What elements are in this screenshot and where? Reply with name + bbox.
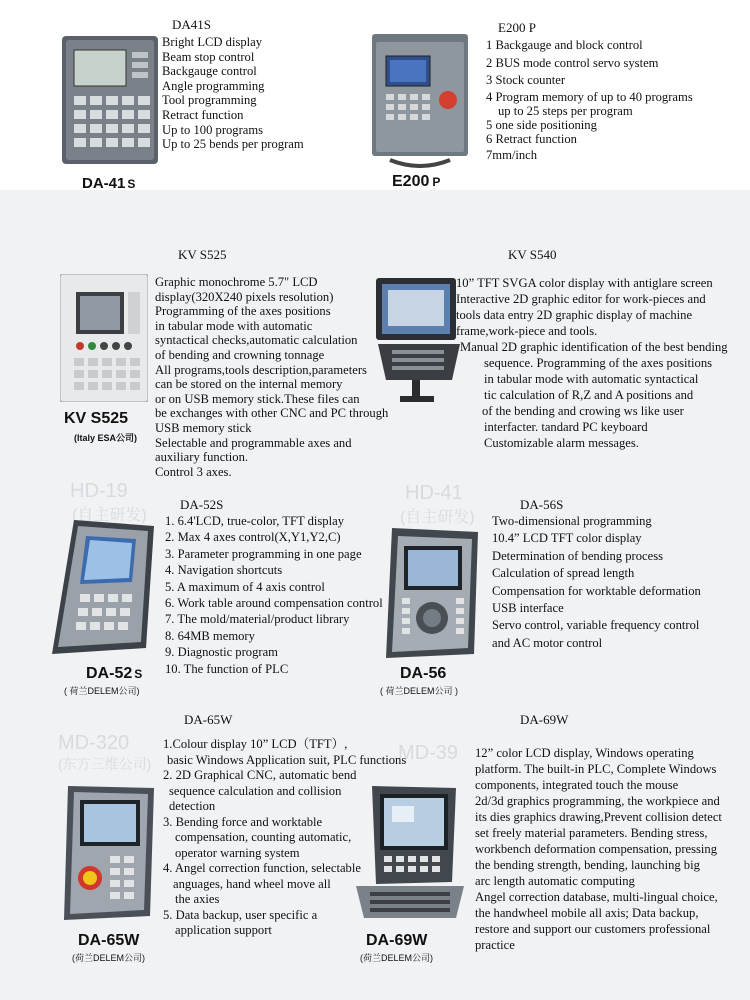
- da52s-feature: 2. Max 4 axes control(X,Y1,Y2,C): [165, 530, 341, 545]
- watermark-hd41-sub: (自主研发): [400, 509, 475, 526]
- da69w-feature: its dies graphics drawing,Prevent collision detect: [475, 810, 722, 824]
- kvs525-feature: Graphic monochrome 5.7" LCD: [155, 275, 318, 289]
- da41s-feature: Backgauge control: [162, 64, 257, 79]
- da69w-controller-image: [352, 786, 470, 926]
- kvs525-feature: Programming of the axes positions: [155, 304, 331, 319]
- da52s-feature: 5. A maximum of 4 axis control: [165, 579, 325, 594]
- da65w-feature: application support: [175, 923, 272, 937]
- watermark-hd19: HD-19: [70, 480, 128, 502]
- da56s-feature: Calculation of spread length: [492, 566, 635, 581]
- e200p-feature: 6 Retract function: [486, 131, 577, 146]
- da69w-feature: the handwheel mobile all axis; Data backup,: [475, 906, 699, 920]
- da69w-caption: DA-69W: [366, 932, 428, 949]
- e200p-feature: 3 Stock counter: [486, 73, 566, 87]
- da69w-feature: practice: [475, 938, 515, 952]
- kvs540-title: KV S540: [508, 247, 557, 262]
- da65w-feature: compensation, counting automatic,: [175, 830, 352, 844]
- da52s-title: DA-52S: [180, 497, 224, 512]
- kvs525-feature: USB memory stick: [155, 420, 252, 435]
- kvs525-feature: or on USB memory stick.These files can: [155, 391, 360, 406]
- da65w-feature: detection: [169, 799, 216, 813]
- da69w-feature: set freely material parameters. Bending stress,: [475, 826, 708, 840]
- e200p-feature: 4 Program memory of up to 40 programs: [486, 89, 693, 104]
- kvs540-feature: sequence. Programming of the axes positions: [484, 356, 713, 370]
- kvs525-feature: be exchanges with other CNC and PC through: [155, 406, 389, 421]
- kvs540-feature: interfacter. tandard PC keyboard: [484, 420, 648, 434]
- da56s-feature: Compensation for worktable deformation: [492, 583, 701, 598]
- kvs540-controller-image: [372, 278, 464, 406]
- da69w-feature: Angel correction database, multi-lingual choice,: [475, 890, 718, 904]
- da65w-feature: 2. 2D Graphical CNC, automatic bend: [163, 768, 357, 782]
- da56s-feature: USB interface: [492, 601, 564, 616]
- da65w-feature: operator warning system: [175, 845, 300, 860]
- da69w-origin: (荷兰DELEM公司): [360, 953, 434, 963]
- watermark-md320-sub: (东方三维公司): [58, 756, 152, 772]
- kvs525-feature: in tabular mode with automatic: [155, 318, 313, 333]
- da41s-feature-list: [162, 35, 304, 152]
- da41s-title: DA41S: [172, 17, 212, 32]
- kvs540-feature: tools data entry 2D graphic display of machine: [456, 308, 693, 322]
- e200p-feature-list: [486, 37, 693, 164]
- da52s-feature: 8. 64MB memory: [165, 628, 255, 643]
- da52s-feature: 4. Navigation shortcuts: [165, 563, 283, 578]
- e200p-caption: [392, 173, 440, 191]
- kvs540-feature: frame,work-piece and tools.: [456, 324, 598, 338]
- da69w-feature: the bending strength, bending, launching big: [475, 858, 700, 872]
- da52s-feature: 10. The function of PLC: [165, 661, 289, 676]
- da69w-feature: 2d/3d graphics programming, the workpiece and: [475, 794, 720, 808]
- da41s-caption-suffix: S: [127, 177, 136, 191]
- da56s-feature: and AC motor control: [492, 635, 603, 650]
- da41s-controller-image: [62, 36, 158, 166]
- da69w-title: DA-69W: [520, 712, 569, 727]
- da65w-caption: DA-65W: [78, 932, 140, 949]
- da69w-feature: workbench deformation compensation, pressing: [475, 842, 718, 856]
- e200p-caption-main: E200: [392, 173, 430, 190]
- e200p-caption-suffix: P: [432, 175, 441, 189]
- da41s-feature: Up to 25 bends per program: [162, 137, 304, 152]
- kvs525-feature: syntactical checks,automatic calculation: [155, 333, 358, 348]
- da69w-feature: platform. The built-in PLC, Complete Windows: [475, 762, 717, 776]
- kvs525-feature: display(320X240 pixels resolution): [155, 289, 334, 304]
- kvs525-title: KV S525: [178, 247, 227, 262]
- da41s-feature: Beam stop control: [162, 49, 255, 64]
- da41s-caption: [82, 175, 135, 192]
- kvs525-feature: Selectable and programmable axes and: [155, 435, 352, 450]
- da56s-feature: Two-dimensional programming: [492, 514, 652, 528]
- e200p-feature: 5 one side positioning: [486, 117, 597, 132]
- da52s-origin: ( 荷兰DELEM公司): [64, 686, 140, 696]
- kvs540-feature: Customizable alarm messages.: [484, 436, 639, 450]
- da56s-feature: 10.4” LCD TFT color display: [492, 531, 642, 546]
- watermark-hd41: HD-41: [405, 482, 463, 504]
- da65w-feature: 5. Data backup, user specific a: [163, 907, 318, 922]
- kvs540-feature: Interactive 2D graphic editor for work-pieces and: [456, 292, 706, 306]
- da52s-feature: 1. 6.4'LCD, true-color, TFT display: [165, 514, 344, 528]
- watermark-md39: MD-39: [398, 742, 459, 764]
- da65w-origin: (荷兰DELEM公司): [72, 953, 146, 963]
- da41s-feature: Angle programming: [162, 78, 265, 93]
- da52s-caption-main: DA-52: [86, 665, 133, 682]
- kvs540-feature-list: [456, 275, 728, 451]
- e200p-feature: 1 Backgauge and block control: [486, 38, 643, 52]
- da65w-feature: basic Windows Application suit, PLC functions: [167, 752, 407, 767]
- da65w-feature: anguages, hand wheel move all: [173, 876, 331, 891]
- kvs540-feature: of the bending and crowing ws like user: [482, 404, 684, 418]
- e200p-feature: 7mm/inch: [486, 147, 538, 162]
- da65w-feature: 3. Bending force and worktable: [163, 814, 323, 829]
- da56s-feature: Servo control, variable frequency control: [492, 618, 700, 633]
- da56s-caption: DA-56: [400, 665, 447, 682]
- kvs525-feature: can be stored on the internal memory: [155, 377, 343, 392]
- watermark-md320: MD-320: [58, 732, 130, 754]
- da56s-origin: ( 荷兰DELEM公司 ): [380, 686, 459, 696]
- e200p-title: E200 P: [498, 20, 536, 35]
- e200p-controller-image: [372, 34, 468, 168]
- kvs540-feature: tic calculation of R,Z and A positions and: [484, 388, 694, 402]
- da69w-feature: arc length automatic computing: [475, 874, 635, 888]
- da56s-feature-list: [492, 513, 701, 652]
- da41s-caption-main: DA-41: [82, 175, 126, 192]
- da52s-feature: 3. Parameter programming in one page: [165, 546, 362, 561]
- da69w-feature: restore and support our customers professional: [475, 922, 711, 936]
- da69w-feature-list: [475, 745, 722, 953]
- e200p-feature: up to 25 steps per program: [498, 103, 633, 118]
- kvs525-feature-list: [155, 275, 388, 479]
- e200p-feature: 2 BUS mode control servo system: [486, 55, 659, 70]
- da52s-caption-suffix: S: [134, 667, 143, 681]
- da65w-title: DA-65W: [184, 712, 233, 727]
- kvs525-caption: KV S525: [64, 410, 129, 427]
- kvs525-feature: of bending and crowning tonnage: [155, 347, 325, 362]
- da65w-controller-image: [60, 786, 160, 922]
- da65w-feature: sequence calculation and collision: [169, 783, 342, 798]
- kvs525-feature: Control 3 axes.: [155, 464, 232, 479]
- da56s-feature: Determination of bending process: [492, 548, 664, 563]
- da65w-feature: the axies: [175, 892, 220, 906]
- da41s-feature: Tool programming: [162, 93, 257, 108]
- da52s-controller-image: [46, 520, 156, 660]
- da41s-feature: Up to 100 programs: [162, 122, 264, 137]
- kvs525-feature: auxiliary function.: [155, 450, 249, 465]
- da56s-controller-image: [382, 528, 482, 664]
- da52s-feature: 9. Diagnostic program: [165, 645, 278, 660]
- da52s-feature-list: [165, 513, 383, 677]
- da52s-feature: 6. Work table around compensation control: [165, 596, 383, 611]
- kvs525-feature: All programs,tools description,parameters: [155, 362, 367, 377]
- da52s-caption: [86, 665, 142, 683]
- da65w-feature: 1.Colour display 10” LCD（TFT）,: [163, 737, 348, 751]
- kvs540-feature: in tabular mode with automatic syntactical: [484, 372, 699, 386]
- da65w-feature: 4. Angel correction function, selectable: [163, 861, 361, 875]
- da69w-feature: 12” color LCD display, Windows operating: [475, 746, 694, 760]
- da41s-feature: Retract function: [162, 107, 244, 122]
- kvs540-feature: 10” TFT SVGA color display with antiglare screen: [456, 276, 713, 290]
- kvs525-controller-image: [60, 274, 148, 402]
- da52s-feature: 7. The mold/material/product library: [165, 612, 350, 627]
- kvs525-origin: (Italy ESA公司): [74, 433, 138, 443]
- da41s-feature: Bright LCD display: [162, 35, 263, 49]
- kvs540-feature: Manual 2D graphic identification of the best bending: [460, 340, 728, 354]
- watermark-hd19-sub: (自主研发): [72, 507, 147, 524]
- da56s-title: DA-56S: [520, 497, 564, 512]
- da69w-feature: components, integrated touch the mouse: [475, 778, 679, 792]
